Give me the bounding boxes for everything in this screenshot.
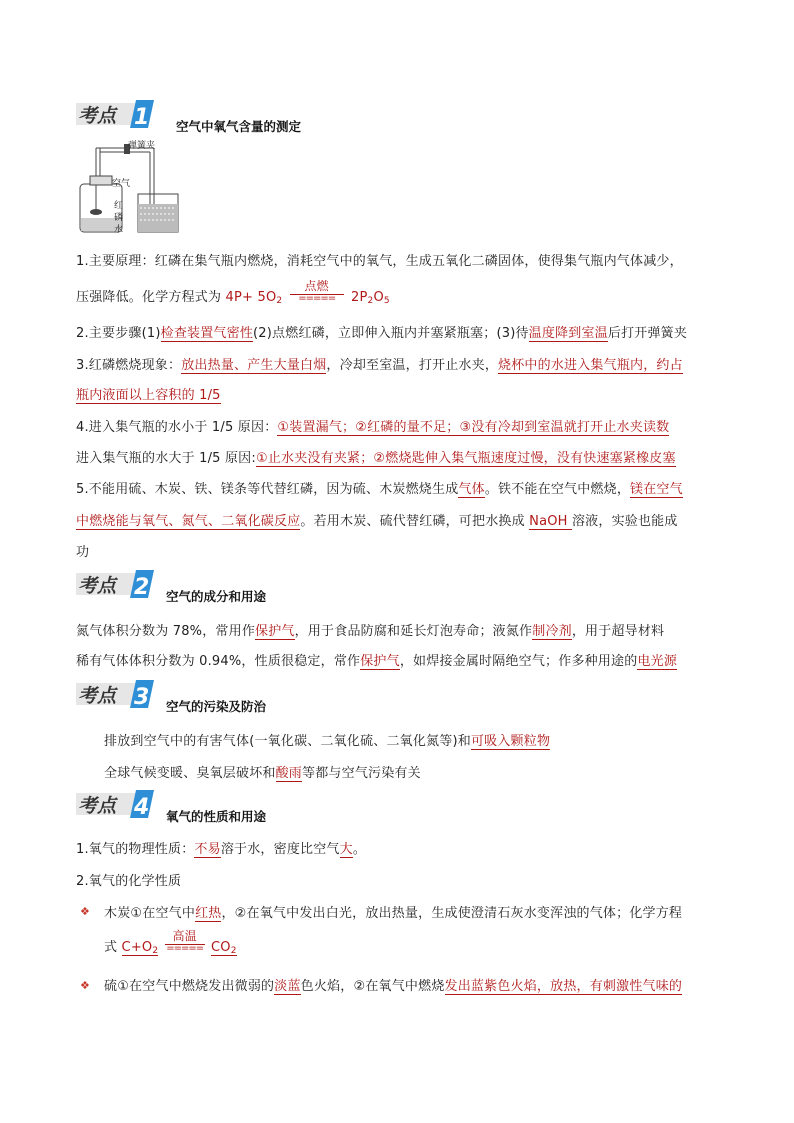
- clamp-label: 弹簧夹: [128, 141, 156, 151]
- section-title-1: 空气中氧气含量的测定: [176, 119, 302, 134]
- s4-line-1: 1.氧气的物理性质：不易溶于水，密度比空气大。: [76, 842, 367, 857]
- bullet-icon: ❖: [80, 979, 90, 992]
- s1-line-4: 3.红磷燃烧现象：放出热量、产生大量白烟，冷却至室温，打开止水夹，烧杯中的水进入集气瓶内，约占: [76, 358, 683, 373]
- phosphorus-label-2: 磷: [114, 213, 124, 223]
- badge-number: 2: [134, 575, 150, 600]
- s1-line-8: 5.不能用硫、木炭、铁、镁条等代替红磷，因为硫、木炭燃烧生成气体。铁不能在空气中燃烧，镁在空气: [76, 482, 683, 497]
- section-title-2: 空气的成分和用途: [166, 589, 267, 604]
- s1-line-10: 功: [76, 545, 90, 560]
- badge-label: 考点: [78, 105, 117, 127]
- bullet-icon: ❖: [80, 905, 90, 918]
- equation-1-condition: 点燃: [290, 277, 344, 295]
- s4-bullet-2-line-1: 硫①在空气中燃烧发出微弱的淡蓝色火焰，②在氧气中燃烧发出蓝紫色火焰，放热，有刺激性气味的: [104, 979, 683, 994]
- section-badge-4: [76, 788, 152, 820]
- s4-line-2: 2.氧气的化学性质: [76, 874, 182, 889]
- s3-line-2: 全球气候变暖、臭氧层破坏和酸雨等都与空气污染有关: [104, 766, 421, 781]
- s4-bullet-1-line-1: 木炭①在空气中红热，②在氧气中发出白光，放出热量，生成使澄清石灰水变浑浊的气体；化学方程: [104, 906, 683, 921]
- s1-line-9: 中燃烧能与氧气、氮气、二氧化碳反应。若用木炭、硫代替红磷，可把水换成 NaOH 溶液，实验也能成: [76, 514, 678, 529]
- badge-number: 1: [134, 105, 150, 130]
- section-badge-1: [76, 98, 152, 130]
- badge-label: 考点: [78, 685, 117, 707]
- badge-number: 4: [134, 795, 150, 820]
- s1-line-7: 进入集气瓶的水大于 1/5 原因:①止水夹没有夹紧；②燃烧匙伸入集气瓶速度过慢，没有快速塞紧橡皮塞: [76, 451, 676, 466]
- equation-2-condition: 高温: [165, 927, 205, 945]
- s1-line-1: 1.主要原理：红磷在集气瓶内燃烧，消耗空气中的氧气，生成五氧化二磷固体，使得集气瓶内气体减少，: [76, 254, 683, 269]
- s2-line-2: 稀有气体体积分数为 0.94%，性质很稳定，常作保护气，如焊接金属时隔绝空气；作多种用途的电光源: [76, 654, 678, 669]
- s3-line-1: 排放到空气中的有害气体(一氧化碳、二氧化硫、二氧化氮等)和可吸入颗粒物: [104, 734, 551, 749]
- s1-line-6: 4.进入集气瓶的水小于 1/5 原因：①装置漏气；②红磷的量不足；③没有冷却到室温就打开止水夹读数: [76, 420, 670, 435]
- s1-line-3: 2.主要步骤(1)检查装置气密性(2)点燃红磷，立即伸入瓶内并塞紧瓶塞；(3)待温度降到室温后打开弹簧夹: [76, 326, 688, 341]
- s1-line-2: 压强降低。化学方程式为 $4P+ 5O_2$ 点燃 ===== $2P_2O_5$: [76, 279, 390, 306]
- section-title-3: 空气的污染及防治: [166, 699, 267, 714]
- s4-bullet-1-line-2: 式 $C+O_2$ 高温 ===== $CO_2$: [104, 929, 237, 956]
- s1-line-5: 瓶内液面以上容积的 1/5: [76, 388, 221, 403]
- badge-number: 3: [134, 685, 150, 710]
- air-label: 空气: [112, 179, 131, 189]
- s2-line-1: 氮气体积分数为 78%，常用作保护气，用于食品防腐和延长灯泡寿命；液氮作制冷剂，用于超导材料: [76, 624, 665, 639]
- phosphorus-label-1: 红: [114, 201, 124, 211]
- badge-label: 考点: [78, 575, 117, 597]
- section-badge-2: [76, 568, 152, 600]
- water-label: 水: [114, 225, 124, 235]
- equation-1: $4P+ 5O_2$ 点燃 ===== $2P_2O_5$: [225, 279, 390, 306]
- apparatus-diagram: [76, 140, 186, 236]
- section-title-4: 氧气的性质和用途: [166, 809, 267, 824]
- badge-label: 考点: [78, 795, 117, 817]
- section-badge-3: [76, 678, 152, 710]
- equation-2: $C+O_2$ 高温 ===== $CO_2$: [121, 929, 237, 956]
